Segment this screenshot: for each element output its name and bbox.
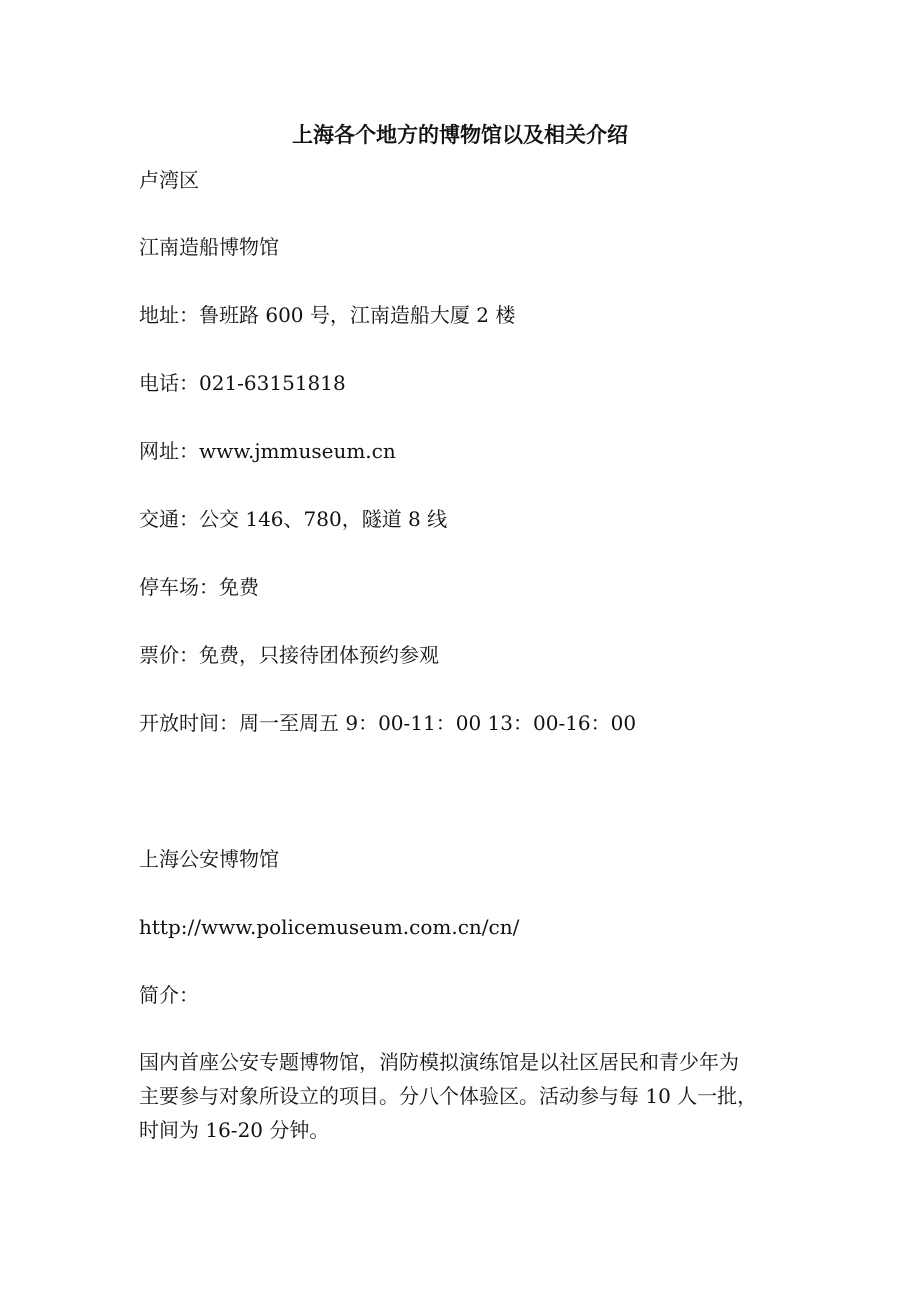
intro-line: 主要参与对象所设立的项目。分八个体验区。活动参与每 10 人一批， bbox=[139, 1084, 758, 1108]
intro-line: 国内首座公安专题博物馆，消防模拟演练馆是以社区居民和青少年为 bbox=[139, 1050, 739, 1074]
transport-line: 交通：公交 146、780，隧道 8 线 bbox=[139, 507, 448, 531]
intro-line: 时间为 16-20 分钟。 bbox=[139, 1118, 330, 1142]
address-line: 地址：鲁班路 600 号，江南造船大厦 2 楼 bbox=[139, 303, 516, 327]
museum-name-police: 上海公安博物馆 bbox=[139, 847, 279, 871]
police-museum-url: http://www.policemuseum.com.cn/cn/ bbox=[139, 915, 520, 939]
museum-name-jiangnan: 江南造船博物馆 bbox=[139, 235, 279, 259]
opening-hours-line: 开放时间：周一至周五 9：00-11：00 13：00-16：00 bbox=[139, 711, 637, 735]
intro-label: 简介： bbox=[139, 983, 199, 1007]
phone-line: 电话：021-63151818 bbox=[139, 371, 346, 395]
district-heading: 卢湾区 bbox=[139, 168, 199, 192]
document-title: 上海各个地方的博物馆以及相关介绍 bbox=[292, 122, 628, 147]
website-line: 网址：www.jmmuseum.cn bbox=[139, 439, 396, 463]
parking-line: 停车场：免费 bbox=[139, 575, 259, 599]
ticket-line: 票价：免费，只接待团体预约参观 bbox=[139, 643, 439, 667]
intro-paragraph bbox=[139, 1045, 779, 1147]
